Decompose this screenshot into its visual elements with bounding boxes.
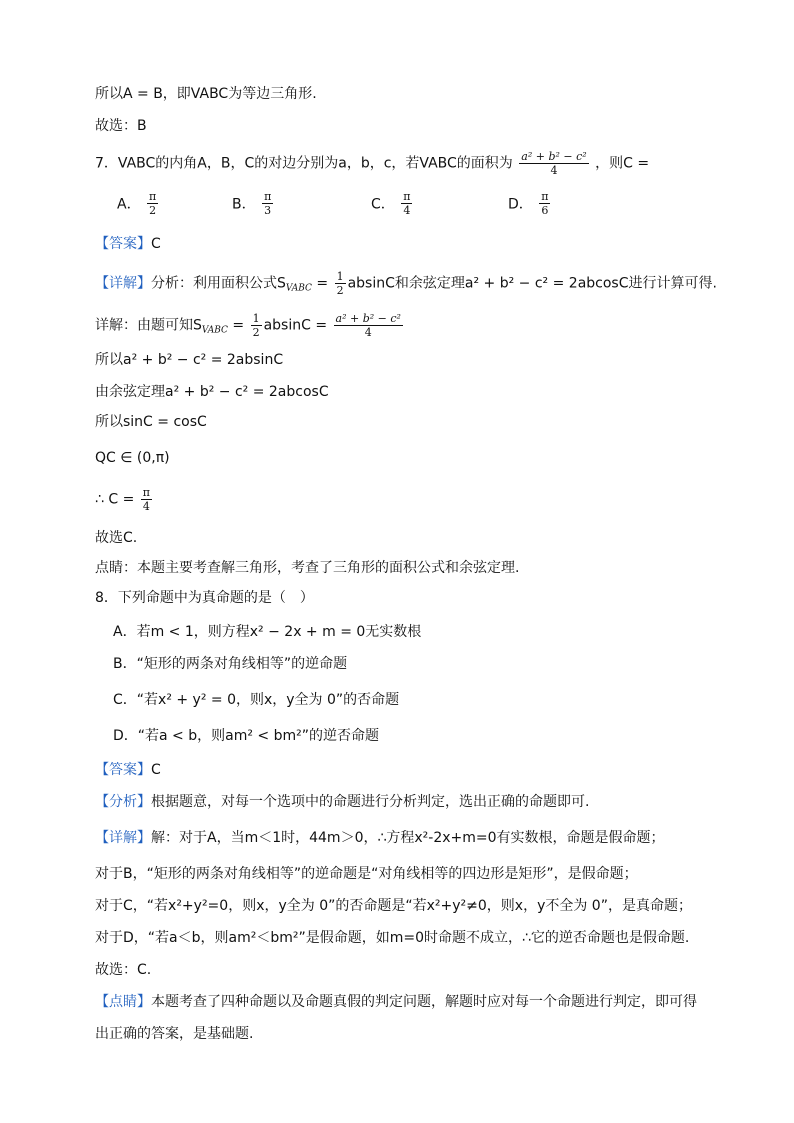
q8-detail-a-text: 解：对于A，当m＜1时，44m＞0，∴方程x²-2x+m=0有实数根，命题是假命题； [151, 830, 665, 846]
q7-stem [95, 150, 649, 177]
frac-den: 4 [364, 326, 372, 339]
q7-analysis-sub: VABC [285, 283, 312, 294]
q8-detail-d: 对于D，“若a＜b，则am²＜bm²”是假命题，如m=0时命题不成立，∴它的逆否命题也是假命题. [95, 930, 690, 946]
frac-den: 2 [336, 284, 344, 297]
q7-comment: 点睛：本题主要考查解三角形，考查了三角形的面积公式和余弦定理. [95, 560, 520, 576]
q8-option-c: C．“若x² + y² = 0，则x，y全为 0”的否命题 [113, 692, 400, 708]
q7-option-letter: A． [117, 196, 141, 213]
q7-analysis-eq: = [311, 275, 333, 292]
frac-num: 1 [252, 312, 260, 325]
q7-stem-frac-num: a² + b² − c² [521, 150, 587, 163]
q7-analysis-text: 分析：利用面积公式S [151, 275, 286, 292]
q7-option-letter: C． [371, 196, 395, 213]
q8-detail-c: 对于C，“若x²+y²=0，则x，y全为 0”的否命题是“若x²+y²≠0，则x，y不全为 0”，是真命题； [95, 898, 692, 914]
q7-step-5 [95, 486, 154, 513]
answer-value: C [151, 236, 161, 252]
q8-detail-a [95, 828, 665, 848]
q7-detail-sub: VABC [201, 325, 228, 336]
q7-option-b [232, 190, 275, 217]
q7-detail-mid: absinC = [263, 317, 332, 334]
q7-step-4: QC ∈ (0,π) [95, 450, 170, 466]
q7-option-c [371, 190, 414, 217]
q8-detail-b: 对于B，“矩形的两条对角线相等”的逆命题是“对角线相等的四边形是矩形”，是假命题； [95, 866, 638, 882]
q7-option-den: 4 [403, 204, 411, 217]
frac-den: 2 [252, 326, 260, 339]
frac-num: π [142, 486, 150, 499]
q8-analysis [95, 792, 589, 812]
q7-step5-text: ∴ C = [95, 491, 139, 508]
q8-option-b: B．“矩形的两条对角线相等”的逆命题 [113, 656, 348, 672]
q7-option-den: 6 [541, 204, 549, 217]
q7-option-letter: B． [232, 196, 256, 213]
q8-comment-1 [95, 992, 697, 1012]
q8-comment-text: 本题考查了四种命题以及命题真假的判定问题，解题时应对每一个命题进行判定，即可得 [151, 994, 697, 1010]
frac-num: a² + b² − c² [335, 312, 401, 325]
answer-value: C [151, 762, 161, 778]
q6-conclusion: 所以A = B，即VABC为等边三角形. [95, 86, 317, 102]
q7-stem-frac-den: 4 [550, 164, 558, 177]
q7-detail [95, 312, 405, 341]
q7-option-den: 2 [149, 204, 157, 217]
frac-num: 1 [336, 270, 344, 283]
answer-tag: 【答案】 [95, 762, 151, 778]
analysis-tag: 【分析】 [95, 794, 151, 810]
q8-analysis-text: 根据题意，对每一个选项中的命题进行分析判定，选出正确的命题即可. [151, 794, 590, 810]
q7-stem-fraction [519, 150, 588, 177]
q7-step-3: 所以sinC = cosC [95, 414, 207, 430]
q7-option-den: 3 [264, 204, 272, 217]
q7-choose: 故选C. [95, 530, 138, 546]
comment-tag: 【点睛】 [95, 994, 151, 1010]
q7-option-d [508, 190, 552, 217]
detail-tag: 【详解】 [95, 830, 151, 846]
detail-tag: 【详解】 [95, 275, 151, 292]
q7-stem-tail: ，则C = [595, 155, 650, 172]
q8-stem: 8．下列命题中为真命题的是（ ） [95, 590, 314, 606]
q7-option-letter: D． [508, 196, 533, 213]
q7-step-1: 所以a² + b² − c² = 2absinC [95, 352, 284, 368]
q7-detail-text: 详解：由题可知S [95, 317, 202, 334]
q8-comment-2: 出正确的答案，是基础题. [95, 1026, 254, 1042]
q7-answer [95, 234, 161, 254]
answer-tag: 【答案】 [95, 236, 151, 252]
frac-den: 4 [142, 500, 150, 513]
q7-option-num: π [149, 190, 157, 203]
q7-option-num: π [264, 190, 272, 203]
q6-choice: 故选：B [95, 118, 147, 134]
q7-analysis [95, 270, 717, 299]
q8-option-d: D．“若a < b，则am² < bm²”的逆否命题 [113, 728, 379, 744]
q7-analysis-tail: absinC和余弦定理a² + b² − c² = 2abcosC进行计算可得. [347, 275, 717, 292]
q7-option-num: π [541, 190, 549, 203]
q7-option-a [117, 190, 160, 217]
q7-option-num: π [403, 190, 411, 203]
q7-step-2: 由余弦定理a² + b² − c² = 2abcosC [95, 384, 329, 400]
q8-answer [95, 760, 161, 780]
q7-stem-text: 7．VABC的内角A，B，C的对边分别为a，b，c，若VABC的面积为 [95, 155, 513, 172]
q7-detail-eq: = [227, 317, 249, 334]
q8-choose: 故选：C. [95, 962, 152, 978]
q8-option-a: A．若m < 1，则方程x² − 2x + m = 0无实数根 [113, 624, 422, 640]
